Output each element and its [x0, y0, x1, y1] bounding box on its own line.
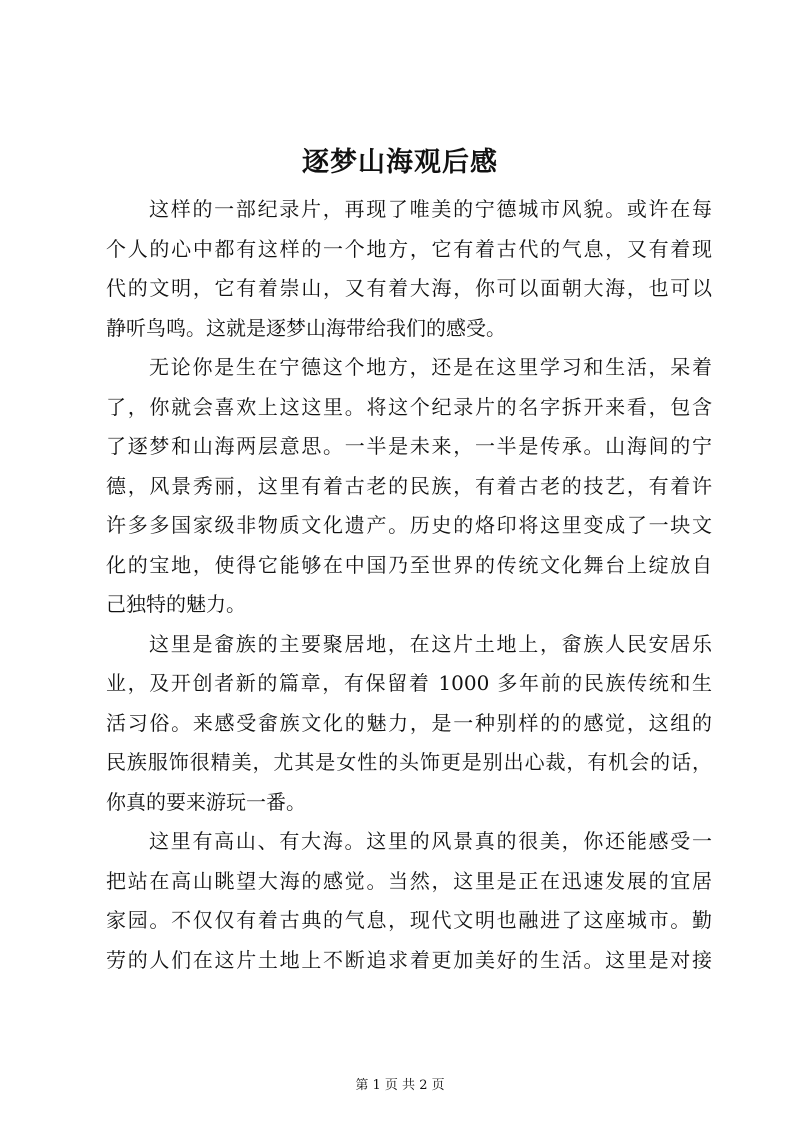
- page-footer: 第 1 页 共 2 页: [355, 1078, 445, 1093]
- document-title: 逐梦山海观后感: [302, 147, 498, 178]
- text-line: 无论你是生在宁德这个地方，还是在这里学习和生活，呆着: [149, 355, 712, 379]
- paragraph: [106, 190, 712, 348]
- paragraph: [106, 822, 712, 980]
- text-line: 把站在高山眺望大海的感觉。当然，这里是正在迅速发展的宜居: [106, 868, 712, 893]
- text-line: 德，风景秀丽，这里有着古老的民族，有着古老的技艺，有着许: [106, 473, 712, 498]
- text-line: 这里是畲族的主要聚居地，在这片土地上，畲族人民安居乐: [149, 631, 712, 656]
- paragraph: [106, 625, 712, 823]
- document-body: [106, 190, 712, 980]
- text-line: 了逐梦和山海两层意思。一半是未来，一半是传承。山海间的宁: [106, 434, 712, 458]
- text-line: 这里有高山、有大海。这里的风景真的很美，你还能感受一: [149, 829, 712, 853]
- text-line: 化的宝地，使得它能够在中国乃至世界的传统文化舞台上绽放自: [106, 552, 712, 577]
- text-line: 劳的人们在这片土地上不断追求着更加美好的生活。这里是对接: [106, 947, 712, 972]
- text-line: 活习俗。来感受畲族文化的魅力，是一种别样的的感觉，这组的: [106, 710, 712, 735]
- text-line: 家园。不仅仅有着古典的气息，现代文明也融进了这座城市。勤: [106, 908, 712, 932]
- text-line: 这样的一部纪录片，再现了唯美的宁德城市风貌。或许在每: [149, 197, 712, 221]
- text-line: 静听鸟鸣。这就是逐梦山海带给我们的感受。: [106, 315, 506, 340]
- text-line: 民族服饰很精美，尤其是女性的头饰更是别出心裁，有机会的话，: [106, 750, 712, 774]
- text-line: 己独特的魅力。: [106, 592, 246, 616]
- text-line: 你真的要来游玩一番。: [106, 789, 306, 814]
- text-line: 许多多国家级非物质文化遗产。历史的烙印将这里变成了一块文: [106, 513, 712, 537]
- text-line: 业，及开创者新的篇章，有保留着 1000 多年前的民族传统和生: [106, 671, 712, 695]
- text-line: 代的文明，它有着崇山，又有着大海，你可以面朝大海，也可以: [106, 276, 712, 300]
- text-line: 个人的心中都有这样的一个地方，它有着古代的气息，又有着现: [106, 236, 712, 261]
- paragraph: [106, 348, 712, 625]
- text-line: 了，你就会喜欢上这这里。将这个纪录片的名字拆开来看，包含: [106, 394, 712, 419]
